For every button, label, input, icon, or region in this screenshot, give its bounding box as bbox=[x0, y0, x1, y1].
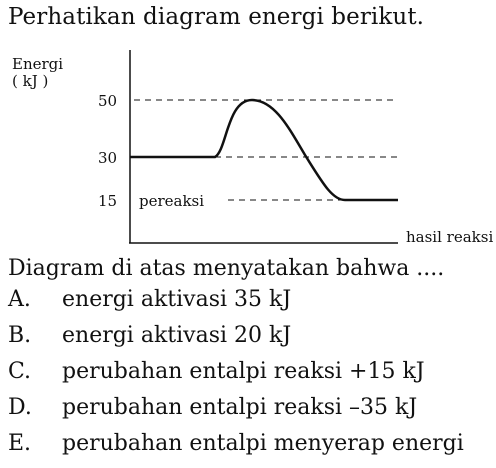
y-axis-label-unit: ( kJ ) bbox=[12, 72, 49, 90]
reactant-label: pereaksi bbox=[139, 192, 205, 210]
option-d-letter: D. bbox=[8, 395, 32, 420]
option-e-letter: E. bbox=[8, 431, 32, 456]
option-b-letter: B. bbox=[8, 323, 32, 348]
y-tick-30: 30 bbox=[98, 149, 118, 167]
option-b-text: energi aktivasi 20 kJ bbox=[62, 323, 292, 348]
y-axis-label-energy: Energi bbox=[12, 55, 64, 73]
option-a-text: energi aktivasi 35 kJ bbox=[62, 287, 292, 312]
option-d-text: perubahan entalpi reaksi –35 kJ bbox=[62, 395, 418, 420]
option-c-letter: C. bbox=[8, 359, 32, 384]
question-text: Diagram di atas menyatakan bahwa .... bbox=[8, 256, 445, 281]
energy-curve bbox=[130, 100, 398, 200]
intro-text: Perhatikan diagram energi berikut. bbox=[8, 4, 425, 30]
y-tick-50: 50 bbox=[98, 92, 118, 110]
option-a-letter: A. bbox=[8, 287, 31, 312]
y-tick-15: 15 bbox=[98, 192, 118, 210]
x-axis-label: hasil reaksi bbox=[406, 228, 494, 246]
option-c-text: perubahan entalpi reaksi +15 kJ bbox=[62, 359, 425, 384]
option-e-text: perubahan entalpi menyerap energi bbox=[62, 431, 464, 456]
